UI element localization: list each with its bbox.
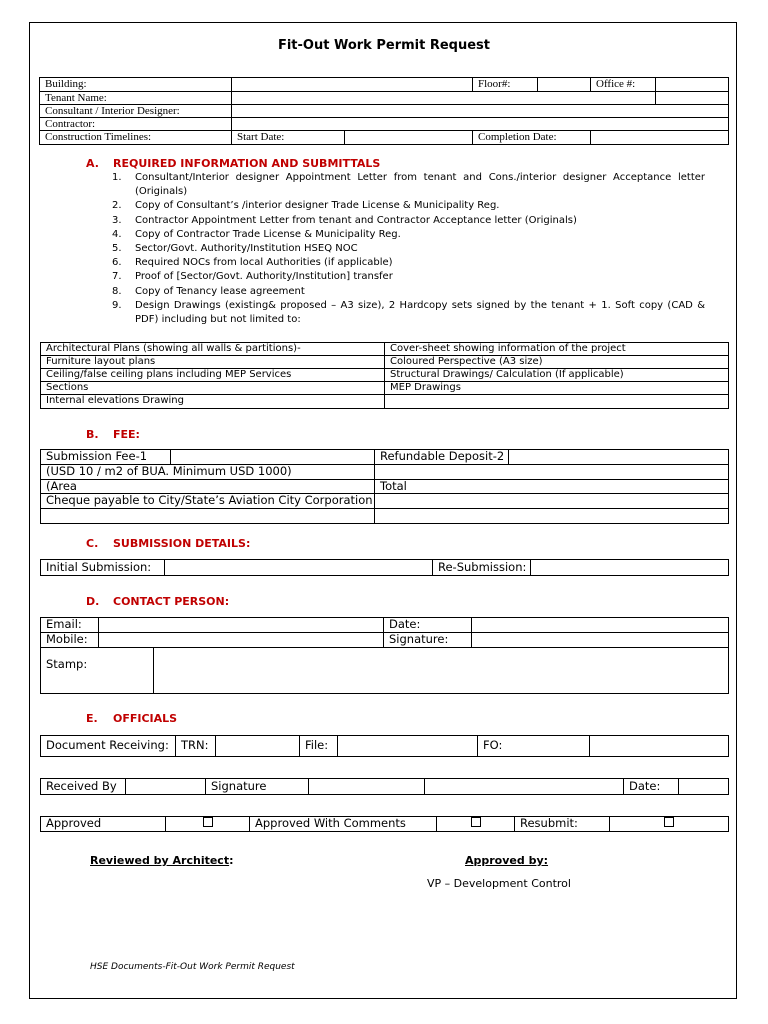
- stamp-label: Stamp:: [41, 647, 154, 693]
- mobile-field[interactable]: [99, 632, 384, 647]
- fo-label: FO:: [478, 736, 590, 757]
- resubmission-label: Re-Submission:: [433, 560, 531, 576]
- document-receiving-label: Document Receiving:: [41, 736, 176, 757]
- list-item: 7. Proof of [Sector/Govt. Authority/Institution] transfer: [112, 271, 393, 283]
- cheque-note: Cheque payable to City/State’s Aviation City Corporation: [41, 494, 375, 509]
- contact-table: [40, 617, 729, 694]
- refundable-deposit-field[interactable]: [509, 450, 729, 465]
- building-label: Building:: [40, 78, 232, 92]
- officials-signature-field[interactable]: [309, 779, 425, 795]
- submission-fee-field[interactable]: [171, 450, 375, 465]
- approved-with-comments-checkbox[interactable]: [437, 817, 515, 832]
- section-c-heading: [86, 537, 250, 550]
- initial-submission-label: Initial Submission:: [41, 560, 165, 576]
- list-item: 5. Sector/Govt. Authority/Institution HSEQ NOC: [112, 243, 358, 255]
- date-field[interactable]: [472, 618, 729, 633]
- trn-field[interactable]: [216, 736, 300, 757]
- fee-blank-left[interactable]: [41, 508, 375, 523]
- section-b-heading: [86, 428, 140, 441]
- approved-label: Approved: [41, 817, 166, 832]
- page-title: Fit-Out Work Permit Request: [277, 38, 491, 53]
- table-cell: Architectural Plans (showing all walls & partitions)-: [41, 343, 385, 356]
- footer-text: HSE Documents-Fit-Out Work Permit Request: [90, 962, 295, 972]
- section-a-letter: A.: [86, 157, 99, 170]
- section-e-title: OFFICIALS: [113, 712, 178, 725]
- consultant-field[interactable]: [232, 105, 729, 118]
- officials-date-label: Date:: [624, 779, 679, 795]
- table-cell: Cover-sheet showing information of the project: [385, 343, 729, 356]
- consultant-label: Consultant / Interior Designer:: [40, 105, 232, 118]
- table-cell: Sections: [41, 382, 385, 395]
- list-item: 8. Copy of Tenancy lease agreement: [112, 285, 305, 297]
- email-field[interactable]: [99, 618, 384, 633]
- section-e-heading: [86, 712, 177, 725]
- start-date-label: Start Date:: [232, 131, 345, 145]
- list-item: 9. Design Drawings (existing& proposed – A3 size), 2 Hardcopy sets signed by the tenant + 1. Soft copy (CAD & PDF) including but not limited to:: [112, 299, 705, 326]
- list-item: 1. Consultant/Interior designer Appointment Letter from tenant and Cons./interior designer Acceptance letter (Originals): [112, 172, 705, 198]
- section-e-letter: E.: [86, 712, 98, 725]
- list-item: 2. Copy of Consultant’s /interior designer Trade License & Municipality Reg.: [112, 200, 500, 212]
- section-b-title: FEE:: [113, 428, 140, 441]
- table-cell: Internal elevations Drawing: [41, 395, 385, 409]
- table-cell: MEP Drawings: [385, 382, 729, 395]
- usd-note: (USD 10 / m2 of BUA. Minimum USD 1000): [41, 465, 375, 480]
- section-d-heading: [86, 595, 229, 608]
- section-d-letter: D.: [86, 595, 100, 608]
- date-label: Date:: [384, 618, 472, 633]
- office-field[interactable]: [656, 78, 729, 92]
- resubmission-field[interactable]: [531, 560, 729, 576]
- document-receiving-table: [40, 735, 729, 757]
- approver-title: VP – Development Control: [427, 877, 571, 890]
- approved-by-label: Approved by:: [465, 854, 549, 867]
- reviewed-by-heading: [90, 854, 234, 867]
- submission-table: [40, 559, 729, 576]
- checkbox-icon[interactable]: [471, 817, 481, 827]
- tenant-name-field[interactable]: [232, 92, 656, 105]
- received-by-field[interactable]: [126, 779, 206, 795]
- requirements-list: [112, 171, 705, 327]
- section-c-letter: C.: [86, 537, 99, 550]
- file-label: File:: [300, 736, 338, 757]
- tenant-name-label: Tenant Name:: [40, 92, 232, 105]
- fee-blank-right[interactable]: [375, 508, 729, 523]
- approval-table: [40, 816, 729, 832]
- contractor-field[interactable]: [232, 118, 729, 131]
- area-label: (Area: [41, 479, 375, 494]
- fo-field[interactable]: [590, 736, 729, 757]
- deposit-note-field[interactable]: [375, 465, 729, 480]
- approved-with-comments-label: Approved With Comments: [250, 817, 437, 832]
- email-label: Email:: [41, 618, 99, 633]
- checkbox-icon[interactable]: [664, 817, 674, 827]
- office-label: Office #:: [591, 78, 656, 92]
- checkbox-icon[interactable]: [203, 817, 213, 827]
- trn-label: TRN:: [176, 736, 216, 757]
- fee-table: [40, 449, 729, 524]
- floor-field[interactable]: [538, 78, 591, 92]
- officials-signature-field-2[interactable]: [425, 779, 624, 795]
- tenant-name-field-end[interactable]: [656, 92, 729, 105]
- timelines-label: Construction Timelines:: [40, 131, 232, 145]
- section-c-title: SUBMISSION DETAILS:: [113, 537, 251, 550]
- officials-date-field[interactable]: [679, 779, 729, 795]
- submission-fee-label: Submission Fee-1: [41, 450, 171, 465]
- section-b-letter: B.: [86, 428, 99, 441]
- file-field[interactable]: [338, 736, 478, 757]
- received-by-table: [40, 778, 729, 795]
- stamp-field[interactable]: [154, 647, 729, 693]
- signature-field[interactable]: [472, 632, 729, 647]
- list-item: 4. Copy of Contractor Trade License & Municipality Reg.: [112, 228, 401, 240]
- cheque-field[interactable]: [375, 494, 729, 509]
- section-d-title: CONTACT PERSON:: [113, 595, 230, 608]
- resubmit-label: Resubmit:: [515, 817, 610, 832]
- approved-checkbox[interactable]: [166, 817, 250, 832]
- header-info-table: [39, 77, 729, 145]
- list-item: 6. Required NOCs from local Authorities (if applicable): [112, 257, 393, 269]
- list-item: 3. Contractor Appointment Letter from tenant and Contractor Acceptance letter (Originals): [112, 214, 577, 226]
- start-date-field[interactable]: [345, 131, 473, 145]
- completion-date-label: Completion Date:: [473, 131, 591, 145]
- signature-label: Signature:: [384, 632, 472, 647]
- table-cell: Structural Drawings/ Calculation (If applicable): [385, 369, 729, 382]
- section-a-heading: [86, 157, 380, 170]
- officials-signature-label: Signature: [206, 779, 309, 795]
- completion-date-field[interactable]: [591, 131, 729, 145]
- received-by-label: Received By: [41, 779, 126, 795]
- initial-submission-field[interactable]: [165, 560, 433, 576]
- reviewed-by-colon: :: [229, 854, 234, 867]
- contractor-label: Contractor:: [40, 118, 232, 131]
- reviewed-by-label: Reviewed by Architect: [90, 854, 230, 867]
- drawings-table: [40, 342, 729, 409]
- resubmit-checkbox[interactable]: [610, 817, 729, 832]
- floor-label: Floor#:: [473, 78, 538, 92]
- table-cell: Coloured Perspective (A3 size): [385, 356, 729, 369]
- table-cell: Furniture layout plans: [41, 356, 385, 369]
- refundable-deposit-label: Refundable Deposit-2: [375, 450, 509, 465]
- table-cell: Ceiling/false ceiling plans including MEP Services: [41, 369, 385, 382]
- section-a-title: REQUIRED INFORMATION AND SUBMITTALS: [113, 157, 381, 170]
- total-label: Total: [375, 479, 729, 494]
- table-cell: [385, 395, 729, 409]
- mobile-label: Mobile:: [41, 632, 99, 647]
- building-field[interactable]: [232, 78, 473, 92]
